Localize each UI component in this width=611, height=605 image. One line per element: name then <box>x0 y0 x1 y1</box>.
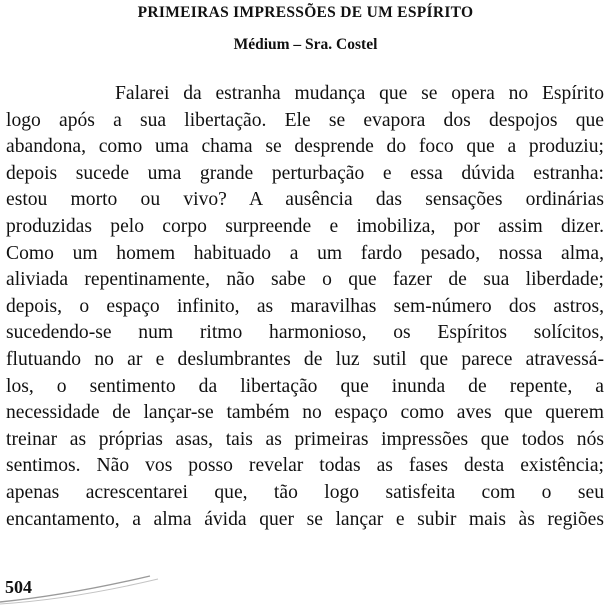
paragraph-line: estou morto ou vivo? A ausência das sensações ordinárias <box>6 189 604 211</box>
page-footer <box>0 572 611 605</box>
paragraph-line: treinar as próprias asas, tais as primeiras impressões que todos nós <box>6 428 604 450</box>
page-title: PRIMEIRAS IMPRESSÕES DE UM ESPÍRITO <box>137 4 474 21</box>
paragraph-line: depois sucede uma grande perturbação e essa dúvida estranha: <box>6 162 604 184</box>
paragraph-line: abandona, como uma chama se desprende do foco que a produziu; <box>6 136 604 158</box>
paragraph-line: los, o sentimento da libertação que inunda de repente, a <box>6 375 604 397</box>
medium-subtitle: Médium – Sra. Costel <box>233 36 378 53</box>
paragraph-line: encantamento, a alma ávida quer se lançar e subir mais às regiões <box>6 508 604 530</box>
paragraph-line: sucedendo-se num ritmo harmonioso, os Espíritos solícitos, <box>6 322 604 344</box>
paragraph-line: Falarei da estranha mudança que se opera no Espírito <box>115 83 604 104</box>
page-number: 504 <box>5 577 32 597</box>
paragraph-line: produzidas pelo corpo surpreende e imobiliza, por assim dizer. <box>6 215 604 237</box>
paragraph-line: Como um homem habituado a um fardo pesado, nossa alma, <box>6 242 604 264</box>
paragraph-line: logo após a sua libertação. Ele se evapora dos despojos que <box>6 109 604 131</box>
paragraph-line: aliviada repentinamente, não sabe o que fazer de sua liberdade; <box>6 269 604 291</box>
body-paragraph <box>6 81 604 533</box>
paragraph-line: flutuando no ar e deslumbrantes de luz sutil que parece atravessá- <box>6 348 604 370</box>
paragraph-line: sentimos. Não vos posso revelar todas as fases desta existência; <box>6 455 604 477</box>
paragraph-line: necessidade de lançar-se também no espaço como aves que querem <box>6 402 604 424</box>
paragraph-line: apenas acrescentarei que, tão logo satisfeita com o seu <box>6 481 604 503</box>
paragraph-line: depois, o espaço infinito, as maravilhas sem-número dos astros, <box>6 295 604 317</box>
